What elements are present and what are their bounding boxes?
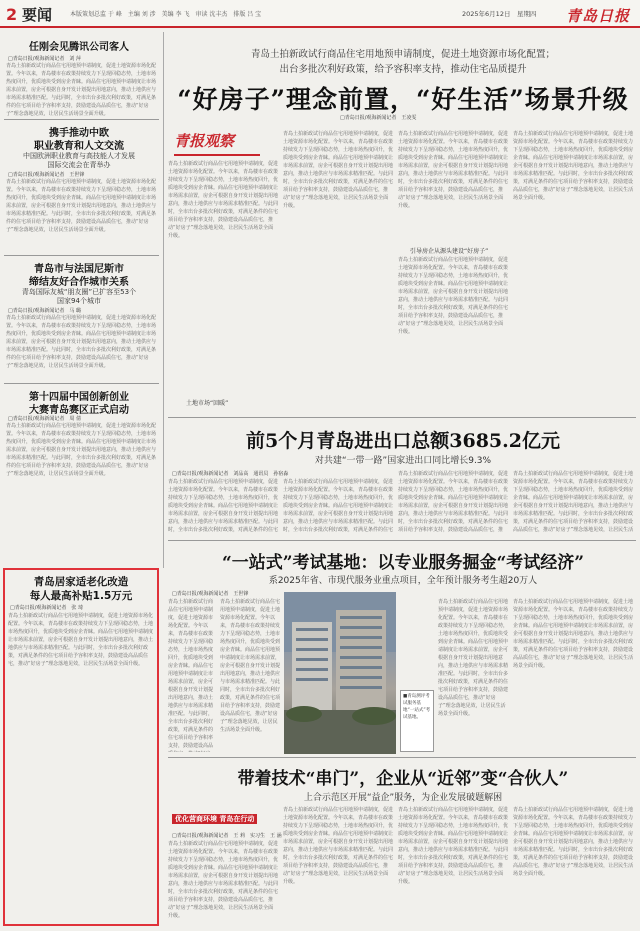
story-subtitle: 青岛国际友城“朋友圈”已扩容至53个 [21,288,137,296]
story-byline: □青岛日报/观海新闻记者 王世锋 [8,172,85,178]
divider [4,383,159,384]
column-divider [163,32,164,568]
story-title: 青岛居家适老化改造 [33,576,129,588]
story-body: 青岛土拍新政试行商品住宅用地预申请制度，促进土地资源市场化配置。今年以来，青岛楼市在政策持续发力下呈现回稳态势，土地市场热度回升，优质地块受到房企青睐。商品住宅用地预申请制度让市场需求前置，房企可根据自身开发计划提出用地意向，推动土地供应与市场需求精准匹配。与此同时，全市出台多批次利好政策，对满足条件的住宅项目给予容积率支持，鼓励建设高品质住宅，推动“好房子”理念落地见效，让居民生活场景全面升级。 [513,599,634,669]
story-title: 第十四届中国创新创业 [29,392,129,403]
story-body: 青岛土拍新政试行商品住宅用地预申请制度，促进土地资源市场化配置。今年以来，青岛楼市在政策持续发力下呈现回稳态势，土地市场热度回升，优质地块受到房企青睐。商品住宅用地预申请制度让市场需求前置，房企可根据自身开发计划提出用地意向，推动土地供应与市场需求精准匹配。与此同时，全市出台多批次利好政策，对满足条件的住宅项目给予容积率支持，鼓励建设高品质住宅，推动“好房子”理念落地见效，让居民生活场景全面升级。 [168,161,278,239]
story-title: 任刚会见腾讯公司客人 [29,42,129,53]
newspaper-logo: 青岛日报 [566,7,631,25]
story-body: 青岛土拍新政试行商品住宅用地预申请制度，促进土地资源市场化配置。今年以来，青岛楼市在政策持续发力下呈现回稳态势，土地市场热度回升，优质地块受到房企青睐。商品住宅用地预申请制度让市场需求前置，房企可根据自身开发计划提出用地意向，推动土地供应与市场需求精准匹配。与此同时，全市出台多批次利好政策，对满足条件的住宅项目给予容积率支持，鼓励建设高品质住宅，推动“好房子”理念落地见效，让居民生活场景全面升级。 [283,807,393,885]
column-tag-label: 青报观察 [174,132,235,150]
story-byline: □青岛日报/观海新闻记者 王世锋 [172,591,249,597]
exam-center-photo [284,592,396,754]
story-body: 青岛土拍新政试行商品住宅用地预申请制度，促进土地资源市场化配置。今年以来，青岛楼市在政策持续发力下呈现回稳态势，土地市场热度回升，优质地块受到房企青睐。商品住宅用地预申请制度让市场需求前置，房企可根据自身开发计划提出用地意向，推动土地供应与市场需求精准匹配。与此同时，全市出台多批次利好政策，对满足条件的住宅项目给予容积率支持，鼓励建设高品质住宅，推 [398,471,508,533]
bottom-headline: 带着技术“串门”，企业从“近邻”变“合伙人” [237,769,569,789]
divider [4,255,159,256]
sub-label: 土地市场“回暖” [186,400,229,407]
story-body: 青岛土拍新政试行商品住宅用地预申请制度，促进土地资源市场化配置。今年以来，青岛楼市在政策持续发力下呈现回稳态势，土地市场热度回升，优质地块受到房企青睐。商品住宅用地预申请制度让市场需求前置，房企可根据自身开发计划提出用地意向，推动土地供应与市场需求精准匹配。与此同时，全市出台多批次利好政策，对满足条件的住宅项目给予容积率支持，鼓励建设高品质住宅，推动“好房子”理念落地见效，让居民生活场景全面升级。 [438,599,508,717]
photo-caption: ■青岛测评考试服务基地“一站式”考试基地。 [400,690,434,752]
story-body: 青岛土拍新政试行商品住宅用地预申请制度，促进土地资源市场化配置。今年以来，青岛楼市在政策持续发力下呈现回稳态势，土地市场热度回升，优质地块受到房企青睐。商品住宅用地预申请制度让市场需求前置，房企可根据自身开发计划提出用地意向，推动土地供应与市场需求精准匹配。与此同时，全市出台多批次利好政策，对满足条件的住宅项目给予容积率支持，鼓励建设高品质住宅，推动“好房子”理念落地见效，让居民生活场景全面升级。 [6,63,157,116]
column-tag-label: 优化营商环境 青岛在行动 [172,814,257,824]
story-byline: □青岛日报/观海新闻记者 王凌雯 [340,115,417,121]
story-subtitle: 中国欧洲职业教育与高技能人才发展 [23,152,135,160]
story-title: 每人最高补贴1.5万元 [29,590,133,602]
exam-headline: “一站式”考试基地：以专业服务掘金“考试经济” [221,553,585,573]
story-body: 青岛土拍新政试行商品住宅用地预申请制度，促进土地资源市场化配置。今年以来，青岛楼市在政策持续发力下呈现回稳态势，土地市场热度回升，优质地块受到房企青睐。商品住宅用地预申请制度让市场需求前置，房企可根据自身开发计划提出用地意向，推动土地供应与市场需求精准匹配。与此同时，全市出台多批次利好政策，对满足条件的住宅项目给予容积率支持，鼓励建设高品 [168,599,214,749]
story-title: 职业教育和人文交流 [34,141,124,152]
story-title: 携手推动中欧 [49,128,109,139]
story-body: 青岛土拍新政试行商品住宅用地预申请制度，促进土地资源市场化配置。今年以来，青岛楼市在政策持续发力下呈现回稳态势，土地市场热度回升，优质地块受到房企青睐。商品住宅用地预申请制度让市场需求前置，房企可根据自身开发计划提出用地意向，推动土地供应与市场需求精准匹配。与此同时，全市出台多批次利好政策，对满足条件的住宅项目给予容积率支持，鼓励建设高品质住宅，推动“好房子”理念落地见效，让居民生活场景全面升级。 [513,131,634,201]
story-body: 青岛土拍新政试行商品住宅用地预申请制度，促进土地资源市场化配置。今年以来，青岛楼市在政策持续发力下呈现回稳态势，土地市场热度回升，优质地块受到房企青睐。商品住宅用地预申请制度让市场需求前置，房企可根据自身开发计划提出用地意向，推动土地供应与市场需求精准匹配。与此同时，全市出台多批次利好政策，对满足条件的住宅项目给予容积率支持，鼓励建设高品质住宅，推动“好房子”理念落地见效，让居民生活场景全面升级。 [398,131,508,209]
divider [168,417,636,418]
story-subtitle: 国际交流会在青举办 [47,161,111,169]
story-kicker: 青岛土拍新政试行商品住宅用地预申请制度，促进土地资源市场化配置； [250,49,555,60]
story-body: 青岛土拍新政试行商品住宅用地预申请制度，促进土地资源市场化配置。今年以来，青岛楼市在政策持续发力下呈现回稳态势，土地市场热度回升，优质地块受到房企青睐。商品住宅用地预申请制度让市场需求前置，房企可根据自身开发计划提出用地意向，推动土地供应与市场需求精准匹配。与此同时，全市出台多批次利好政策，对满足条件的住宅项目给予容积率支持，鼓励建设高品质住宅，推动“好房子”理念落地见效，让居民生活场景全面升级。 [168,841,278,919]
editors-line: 本版策划总监 于 峰 主编 刘 涉 美编 李 飞 审读 沈丰杰 排版 吕 宝 [70,11,262,18]
story-subtitle: 国家94个城市 [57,297,101,305]
sub-label: 引导房企从源头建设“好房子” [410,248,489,255]
page-name: 要闻 [22,6,53,24]
story-byline: □青岛日报/观海新闻记者 王 莉 实习生 王 涵 [172,833,282,839]
exam-subtitle: 系2025年省、市现代服务业重点项目，全年预计服务考生超20万人 [268,576,538,586]
building-illustration [284,592,396,754]
trade-headline: 前5个月青岛进出口总额3685.2亿元 [246,430,560,452]
trade-subtitle: 对共建“一带一路”国家进出口同比增长9.3% [314,456,492,466]
story-body: 青岛土拍新政试行商品住宅用地预申请制度，促进土地资源市场化配置。今年以来，青岛楼市在政策持续发力下呈现回稳态势，土地市场热度回升，优质地块受到房企青睐。商品住宅用地预申请制度让市场需求前置，房企可根据自身开发计划提出用地意向，推动土地供应与市场需求精准匹配。与此同时，全市出台多批次利好政策，对满足条件的住宅项目给予容积率支持，鼓励建设高品质住宅，推动“好房子”理念落地见效，让居民生活场景全面升级。 [6,315,157,369]
main-headline: “好房子”理念前置，“好生活”场景升级 [177,85,629,114]
story-body: 青岛土拍新政试行商品住宅用地预申请制度，促进土地资源市场化配置。今年以来，青岛楼市在政策持续发力下呈现回稳态势，土地市场热度回升，优质地块受到房企青睐。商品住宅用地预申请制度让市场需求前置，房企可根据自身开发计划提出用地意向，推动土地供应与市场需求精准匹配。与此同时，全市出台多批次利好政策，对满足条件的住宅项目给予容积率支持，鼓励建设高品质住宅，推动“好房子”理念落地见效，让居民生活场景全面升级。 [6,179,157,233]
story-body: 青岛土拍新政试行商品住宅用地预申请制度，促进土地资源市场化配置。今年以来，青岛楼市在政策持续发力下呈现回稳态势，土地市场热度回升，优质地块受到房企青睐。商品住宅用地预申请制度让市场需求前置，房企可根据自身开发计划提出用地意向，推动土地供应与市场需求精准匹配。与此同时，全市出台多批次利好政策，对满足条件的住宅项目给予容积率支持，鼓励建设高品质住宅，推动“好房子”理念落地见效，让居民生活场景全面升级。 [8,613,154,667]
story-title: 缔结友好合作城市关系 [29,277,129,288]
story-body: 青岛土拍新政试行商品住宅用地预申请制度，促进土地资源市场化配置。今年以来，青岛楼市在政策持续发力下呈现回稳态势，土地市场热度回升，优质地块受到房企青睐。商品住宅用地预申请制度让市场需求前置，房企可根据自身开发计划提出用地意向，推动土地供应与市场需求精准匹配。与此同时，全市出台多批次利好政策，对满足条件的住宅项目给予容积率支持，鼓励建设高品质住宅，推动“好房子”理念落地见效，让居民生活场景全面升级。 [513,807,634,877]
story-body: 青岛土拍新政试行商品住宅用地预申请制度，促进土地资源市场化配置。今年以来，青岛楼市在政策持续发力下呈现回稳态势，土地市场热度回升，优质地块受到房企青睐。商品住宅用地预申请制度让市场需求前置，房企可根据自身开发计划提出用地意向，推动土地供应与市场需求精准匹配。与此同时，全市出台多批次利好政策，对满足条件的住宅项目给予容积率支持，鼓励建设高品质住宅，推动“好房子”理念落地见效，让居民生活场景全面升级。 [220,599,280,733]
story-byline: □青岛日报/观海新闻记者 刘 萍 [8,56,81,62]
story-title: 大赛青岛赛区正式启动 [29,405,129,416]
story-body: 青岛土拍新政试行商品住宅用地预申请制度，促进土地资源市场化配置。今年以来，青岛楼市在政策持续发力下呈现回稳态势，土地市场热度回升，优质地块受到房企青睐。商品住宅用地预申请制度让市场需求前置，房企可根据自身开发计划提出用地意向，推动土地供应与市场需求精准匹配。与此同时，全市出台多批次利好政策，对满足条件的住宅项目给予容积率支持，鼓励建设高品质住宅，推动“好房子”理念落地见效，让居民生活场景全面升级。 [283,131,393,209]
issue-date: 2025年6月12日 星期四 [462,10,537,18]
divider [168,757,636,758]
story-body: 青岛土拍新政试行商品住宅用地预申请制度，促进土地资源市场化配置。今年以来，青岛楼市在政策持续发力下呈现回稳态势，土地市场热度回升，优质地块受到房企青睐。商品住宅用地预申请制度让市场需求前置，房企可根据自身开发计划提出用地意向，推动土地供应与市场需求精准匹配。与此同时，全市出台多批次利好政策，对满足条件的住宅项目给予容积率支持，鼓励建设高品质住宅，推动“好房子”理念落地见效，让居民生活 [513,471,634,533]
divider [4,119,159,120]
divider [168,540,636,541]
business-environment-tag [172,806,272,828]
story-byline: □青岛日报/观海新闻记者 周 倩 [8,416,81,422]
story-title: 青岛市与法国尼斯市 [34,264,124,275]
bottom-subtitle: 上合示范区开展“益企”服务，为企业发展破题解困 [303,793,503,803]
column-tag [174,130,260,156]
story-byline: □青岛日报/观海新闻记者 张 琦 [10,605,83,611]
story-body: 青岛土拍新政试行商品住宅用地预申请制度，促进土地资源市场化配置。今年以来，青岛楼市在政策持续发力下呈现回稳态势，土地市场热度回升，优质地块受到房企青睐。商品住宅用地预申请制度让市场需求前置，房企可根据自身开发计划提出用地意向，推动土地供应与市场需求精准匹配。与此同时，全市出台多批次利好政策，对满足条件的住宅项目给予容积率支持，鼓励建设高品质住宅，推动“好房子”理念落地见效，让居民生活场景全面升级。 [6,423,157,477]
story-byline: □青岛日报/观海新闻记者 马 璐 [8,308,81,314]
page-number: 2 [6,5,18,24]
story-byline: □青岛日报/观海新闻记者 刘品高 通讯员 孙宿淼 [172,471,289,477]
story-body: 青岛土拍新政试行商品住宅用地预申请制度，促进土地资源市场化配置。今年以来，青岛楼市在政策持续发力下呈现回稳态势，土地市场热度回升，优质地块受到房企青睐。商品住宅用地预申请制度让市场需求前置，房企可根据自身开发计划提出用地意向，推动土地供应与市场需求精准匹配。与此同时，全市出台多批次利好政策，对满足条件的住宅 [168,479,278,533]
story-kicker: 出台多批次利好政策，给予容积率支持，推动住宅品质提升 [279,64,527,75]
story-body: 青岛土拍新政试行商品住宅用地预申请制度，促进土地资源市场化配置。今年以来，青岛楼市在政策持续发力下呈现回稳态势，土地市场热度回升，优质地块受到房企青睐。商品住宅用地预申请制度让市场需求前置，房企可根据自身开发计划提出用地意向，推动土地供应与市场需求精准匹配。与此同时，全市出台多批次利好政策，对满足条件的住宅项目给予容积率支持，鼓励建设高品质住宅，推动“好房子”理念落地见效，让居民生活场景全面升级。 [398,257,508,335]
story-body: 青岛土拍新政试行商品住宅用地预申请制度，促进土地资源市场化配置。今年以来，青岛楼市在政策持续发力下呈现回稳态势，土地市场热度回升，优质地块受到房企青睐。商品住宅用地预申请制度让市场需求前置，房企可根据自身开发计划提出用地意向，推动土地供应与市场需求精准匹配。与此同时，全市出台多批次利好政策，对满足条件的住宅 [283,479,393,533]
story-body: 青岛土拍新政试行商品住宅用地预申请制度，促进土地资源市场化配置。今年以来，青岛楼市在政策持续发力下呈现回稳态势，土地市场热度回升，优质地块受到房企青睐。商品住宅用地预申请制度让市场需求前置，房企可根据自身开发计划提出用地意向，推动土地供应与市场需求精准匹配。与此同时，全市出台多批次利好政策，对满足条件的住宅项目给予容积率支持，鼓励建设高品质住宅，推动“好房子”理念落地见效，让居民生活场景全面升级。 [398,807,508,885]
